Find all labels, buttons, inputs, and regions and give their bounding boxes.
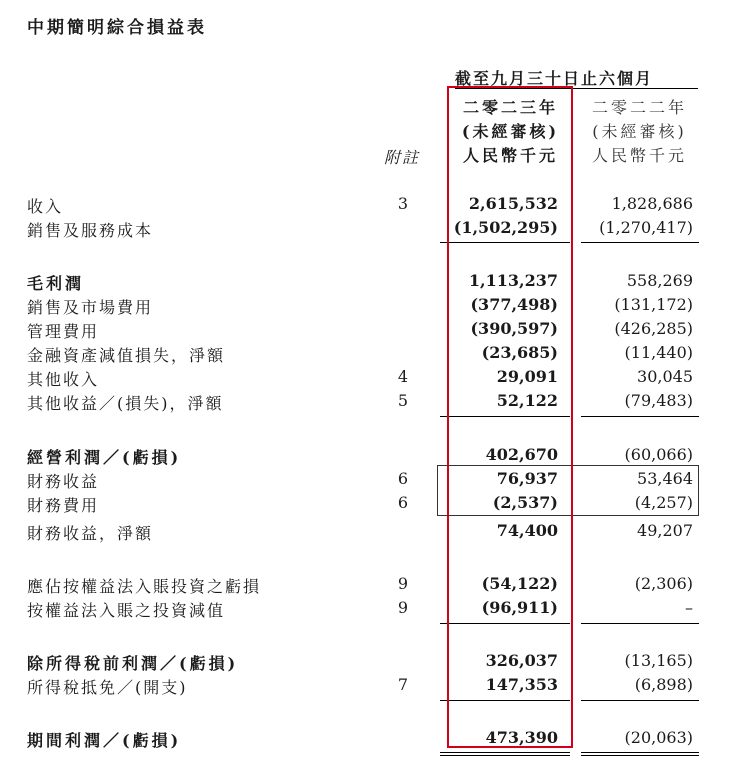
row-current-value: 2,615,532 [468, 194, 558, 213]
table-row [0, 469, 739, 493]
row-prior-value: (20,063) [624, 728, 693, 747]
row-prior-value: (79,483) [624, 391, 693, 410]
row-label: 財務費用 [27, 496, 100, 515]
current-audit-status: (未經審核) [461, 122, 560, 141]
row-current-value: (54,122) [481, 574, 558, 593]
row-current-value: (96,911) [481, 598, 558, 617]
prior-audit-status: (未經審核) [592, 122, 687, 141]
row-current-value: 74,400 [496, 521, 558, 540]
row-prior-value: 1,828,686 [611, 194, 693, 213]
row-prior-value: – [685, 598, 693, 617]
row-prior-value: (4,257) [634, 493, 693, 512]
row-label: 其他收益／(損失)，淨額 [27, 394, 224, 413]
current-period-highlight-box [447, 86, 573, 748]
table-row [0, 598, 739, 622]
prior-unit: 人民幣千元 [591, 146, 687, 165]
row-label: 財務收益，淨額 [27, 524, 154, 543]
row-label: 期間利潤／(虧損) [27, 731, 182, 750]
table-row [0, 218, 739, 242]
row-prior-value: (1,270,417) [599, 218, 693, 237]
row-prior-value: (11,440) [624, 343, 693, 362]
table-row [0, 493, 739, 517]
row-prior-value: (2,306) [634, 574, 693, 593]
row-label: 應佔按權益法入賬投資之虧損 [27, 577, 262, 596]
row-note: 7 [397, 675, 409, 694]
row-current-value: 76,937 [496, 469, 558, 488]
row-label: 金融資產減值損失，淨額 [27, 346, 226, 365]
row-current-value: 29,091 [496, 367, 558, 386]
row-label: 財務收益 [27, 472, 100, 491]
prior-year: 二零二二年 [591, 98, 687, 117]
table-row [0, 651, 739, 675]
row-prior-value: 30,045 [637, 367, 693, 386]
row-note: 9 [397, 598, 409, 617]
row-prior-value: 53,464 [637, 469, 693, 488]
row-current-value: (1,502,295) [453, 218, 558, 237]
row-current-value: (2,537) [492, 493, 558, 512]
row-prior-value: (60,066) [624, 445, 693, 464]
row-current-value: 1,113,237 [468, 271, 558, 290]
row-current-value: 52,122 [496, 391, 558, 410]
subtotal-rule [581, 242, 699, 243]
row-current-value: (377,498) [470, 295, 558, 314]
table-row [0, 343, 739, 367]
row-label: 所得稅抵免／(開支) [27, 678, 188, 697]
table-row [0, 295, 739, 319]
row-label: 其他收入 [27, 370, 100, 389]
row-note: 6 [397, 469, 409, 488]
table-row [0, 367, 739, 391]
row-label: 收入 [27, 197, 64, 216]
table-row [0, 521, 739, 545]
row-current-value: (390,597) [470, 319, 558, 338]
table-row [0, 391, 739, 415]
row-label: 管理費用 [27, 322, 100, 341]
row-note: 4 [397, 367, 409, 386]
row-current-value: (23,685) [481, 343, 558, 362]
row-label: 毛利潤 [27, 274, 85, 293]
total-double-rule [581, 752, 699, 753]
row-note: 3 [397, 194, 409, 213]
row-note: 5 [397, 391, 409, 410]
row-prior-value: (6,898) [634, 675, 693, 694]
row-note: 6 [397, 493, 409, 512]
row-prior-value: (131,172) [614, 295, 693, 314]
row-current-value: 402,670 [485, 445, 558, 464]
table-row [0, 574, 739, 598]
note-column-header: 附註 [384, 148, 421, 167]
subtotal-rule [581, 416, 699, 417]
total-double-rule [440, 752, 570, 753]
row-current-value: 147,353 [485, 675, 558, 694]
row-label: 按權益法入賬之投資減值 [27, 601, 226, 620]
table-row [0, 271, 739, 295]
subtotal-rule [581, 700, 699, 701]
row-label: 銷售及市場費用 [27, 298, 154, 317]
prior-period-column-header [577, 96, 702, 168]
row-note: 9 [397, 574, 409, 593]
row-prior-value: (13,165) [624, 651, 693, 670]
row-current-value: 473,390 [485, 728, 558, 747]
row-label: 銷售及服務成本 [27, 221, 154, 240]
row-prior-value: 49,207 [637, 521, 693, 540]
page-title: 中期簡明綜合損益表 [27, 18, 207, 38]
row-prior-value: 558,269 [626, 271, 693, 290]
row-prior-value: (426,285) [614, 319, 693, 338]
total-double-rule [440, 755, 570, 756]
row-current-value: 326,037 [485, 651, 558, 670]
row-label: 除所得稅前利潤／(虧損) [27, 654, 239, 673]
row-label: 經營利潤／(虧損) [27, 448, 182, 467]
table-row [0, 675, 739, 699]
period-header: 截至九月三十日止六個月 [455, 69, 654, 88]
table-row [0, 194, 739, 218]
table-row [0, 319, 739, 343]
table-row [0, 728, 739, 752]
current-unit: 人民幣千元 [462, 146, 558, 165]
subtotal-rule [581, 623, 699, 624]
total-double-rule [581, 755, 699, 756]
current-year: 二零二三年 [462, 98, 558, 117]
